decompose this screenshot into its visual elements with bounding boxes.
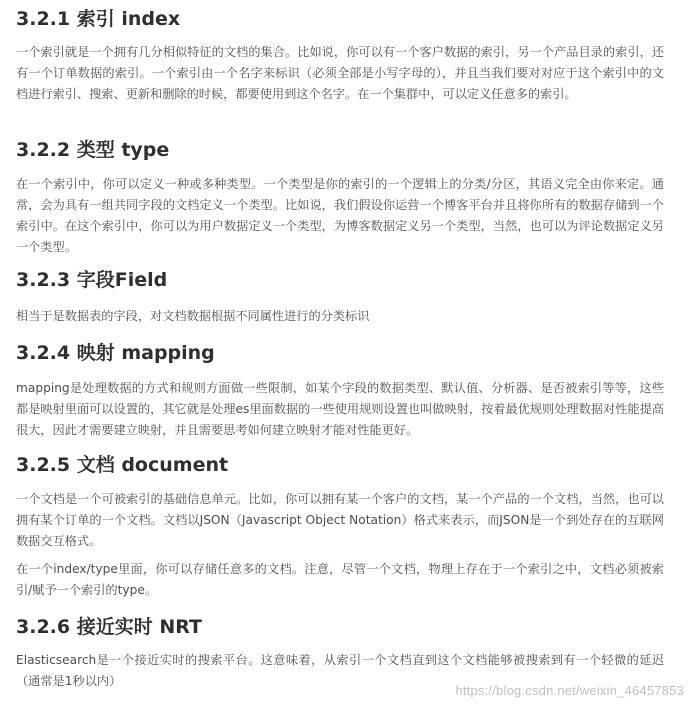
section-paragraph-type: 在一个索引中，你可以定义一种或多种类型。一个类型是你的索引的一个逻辑上的分类/分区，其语义完全由你来定。通常，会为具有一组共同字段的文档定义一个类型。比如说，我们假设你运营一个博客平台并且将你所有的数据存储到一个索引中。在这个索引中，你可以为用户数据定义一个类型，为博客数据定义另一个类型，当然，也可以为评论数据定义另一个类型。 bbox=[16, 177, 664, 254]
section-paragraph-document-2: 在一个index/type里面，你可以存储任意多的文档。注意，尽管一个文档，物理上存在于一个索引之中，文档必须被索引/赋予一个索引的type。 bbox=[16, 562, 664, 597]
section-paragraph-field: 相当于是数据表的字段，对文档数据根据不同属性进行的分类标识 bbox=[16, 309, 370, 323]
section-heading-nrt: 3.2.6 接近实时 NRT bbox=[16, 616, 202, 638]
section-paragraph-nrt: Elasticsearch是一个接近实时的搜索平台。这意味着，从索引一个文档直到这个文档能够被搜索到有一个轻微的延迟（通常是1秒以内） bbox=[16, 653, 664, 688]
section-heading-document: 3.2.5 文档 document bbox=[16, 454, 229, 476]
section-paragraph-document-1: 一个文档是一个可被索引的基础信息单元。比如，你可以拥有某一个客户的文档，某一个产品的一个文档，当然，也可以拥有某个订单的一个文档。文档以JSON（Javascript Object Notation）格式来表示，而JSON是一个到处存在的互联网数据交互格式。 bbox=[16, 492, 664, 548]
section-heading-mapping: 3.2.4 映射 mapping bbox=[16, 342, 215, 364]
section-paragraph-mapping: mapping是处理数据的方式和规则方面做一些限制，如某个字段的数据类型、默认值、分析器、是否被索引等等，这些都是映射里面可以设置的，其它就是处理es里面数据的一些使用规则设置也叫做映射，按着最优规则处理数据对性能提高很大，因此才需要建立映射，并且需要思考如何建立映射才能对性能更好。 bbox=[16, 381, 664, 437]
section-paragraph-index: 一个索引就是一个拥有几分相似特征的文档的集合。比如说，你可以有一个客户数据的索引，另一个产品目录的索引，还有一个订单数据的索引。一个索引由一个名字来标识（必须全部是小写字母的），并且当我们要对对应于这个索引中的文档进行索引、搜索、更新和删除的时候，都要使用到这个名字。在一个集群中，可以定义任意多的索引。 bbox=[16, 45, 664, 101]
section-heading-field: 3.2.3 字段Field bbox=[16, 269, 168, 291]
section-heading-type: 3.2.2 类型 type bbox=[16, 139, 170, 161]
source-watermark: https://blog.csdn.net/weixin_46457853 bbox=[455, 683, 684, 698]
section-heading-index: 3.2.1 索引 index bbox=[16, 8, 181, 30]
